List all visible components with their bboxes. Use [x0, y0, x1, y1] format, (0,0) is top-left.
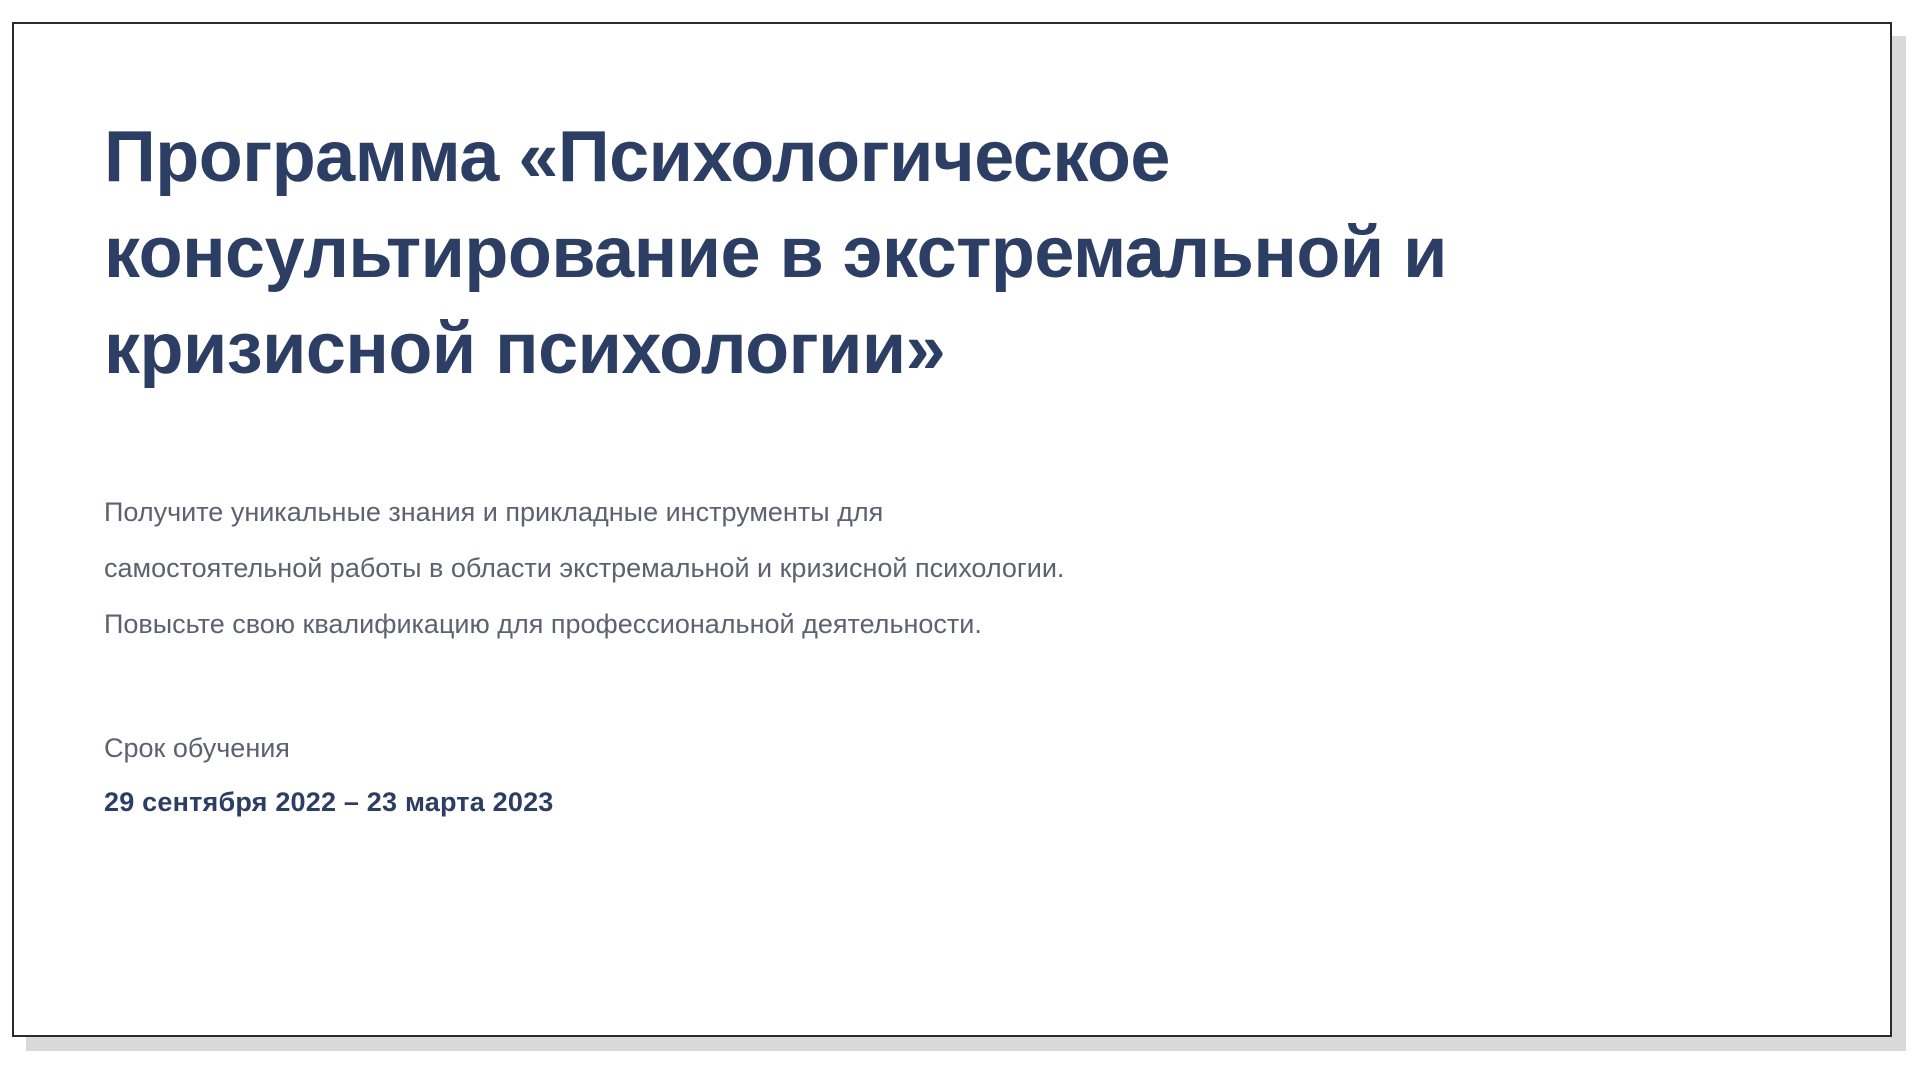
- description-line-1: Получите уникальные знания и прикладные инструменты для: [104, 497, 884, 528]
- program-description: [104, 485, 1604, 653]
- program-card-wrapper: [12, 22, 1906, 1051]
- page-title: Программа «Психологическое консультирование в экстремальной и кризисной психологии»: [104, 117, 1447, 389]
- study-period-label: Срок обучения: [104, 732, 290, 763]
- program-card: [12, 22, 1892, 1037]
- study-period-value: 29 сентября 2022 – 23 марта 2023: [104, 787, 554, 818]
- description-line-3: Повысьте свою квалификацию для профессиональной деятельности.: [104, 609, 982, 639]
- study-period: [104, 728, 1800, 823]
- description-line-2: самостоятельной работы в области экстремальной и кризисной психологии.: [104, 553, 1065, 584]
